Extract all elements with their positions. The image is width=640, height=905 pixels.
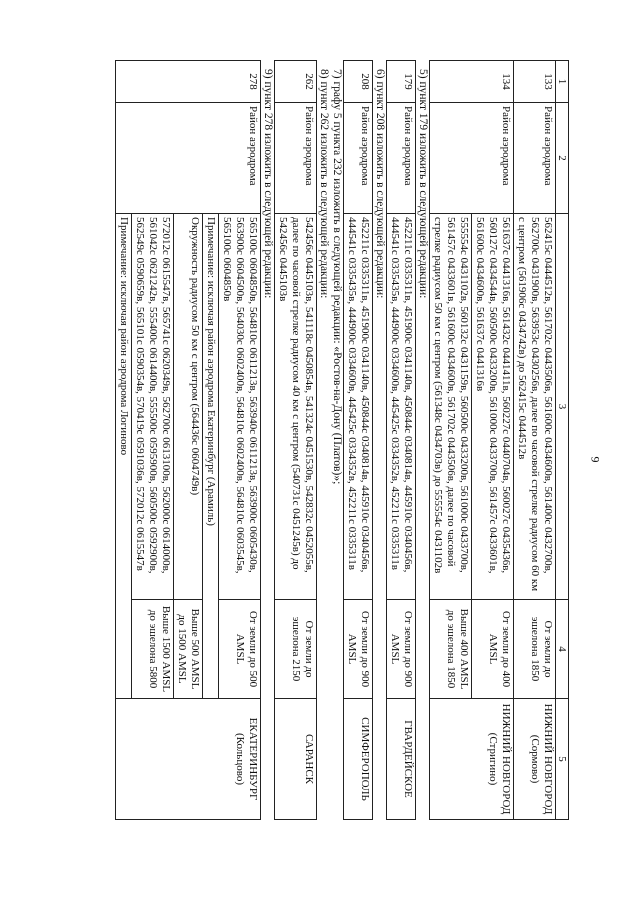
zone-altitude: Выше 500 AMSL до 1500 AMSL: [174, 600, 203, 699]
instruction-179: 5) пункт 179 изложить в следующей редакции:: [417, 69, 429, 299]
instruction-208: 6) пункт 208 изложить в следующей редакции:: [374, 69, 386, 299]
table-row-134-part-1: [472, 61, 514, 820]
table-header-row: [556, 61, 569, 820]
aerodrome-name: (Стригино): [487, 732, 499, 786]
row-number: 278: [116, 61, 261, 103]
airspace-table-179: [386, 60, 416, 820]
aerodrome-city: НИЖНИЙ НОВГОРОД: [542, 703, 554, 815]
zone-coordinates: 452211с 0335311в, 451900с 0341140в, 450844с 0340814в, 445910с 0340456в, 444541с 0335435в, 444900с 0334600в, 445425с 0334352в, 452211с 0335311в: [344, 214, 373, 600]
aerodrome-cell: [116, 699, 261, 820]
zone-name: Район аэродрома: [275, 103, 317, 214]
zone-coordinates: Окружность радиусом 50 км с центром (564436с 0604749в): [174, 214, 203, 600]
header-col-5: 5: [556, 699, 569, 820]
airspace-table-278: [115, 60, 261, 820]
zone-note: Примечание: исключая район аэродрома Логиново: [116, 214, 132, 699]
zone-name: Район аэродрома: [116, 103, 261, 214]
rotated-content: [39, 60, 569, 820]
zone-altitude: От земли до 500 AMSL: [219, 600, 261, 699]
table-row-208: [344, 61, 373, 820]
aerodrome-city: САРАНСК: [275, 699, 317, 820]
instruction-278: 9) пункт 278 изложить в следующей редакции:: [262, 69, 274, 299]
table-row-179: [387, 61, 416, 820]
row-number: 133: [514, 61, 556, 103]
aerodrome-city: ГВАРДЕЙСКОЕ: [387, 699, 416, 820]
header-col-1: 1: [556, 61, 569, 103]
zone-altitude: От земли до эшелона 2150: [275, 600, 317, 699]
zone-name: Район аэродрома: [387, 103, 416, 214]
airspace-table-208: [343, 60, 373, 820]
zone-altitude: От земли до 900 AMSL: [344, 600, 373, 699]
header-col-2: 2: [556, 103, 569, 214]
row-number: 262: [275, 61, 317, 103]
zone-altitude: От земли до 400 AMSL: [472, 600, 514, 699]
zone-name: Район аэродрома: [430, 103, 514, 214]
zone-coordinates: 565100с 0604850в, 564810с 0611213в, 563940с 0611213в, 563900с 0605430в, 563900с 0604500в, 564030с 0602400в, 564810с 0602400в, 564810с 0603545в, 565100с 0604850в: [219, 214, 261, 600]
zone-altitude: От земли до 900 AMSL: [387, 600, 416, 699]
aerodrome-city: ЕКАТЕРИНБУРГ: [247, 717, 259, 801]
aerodrome-cell: [430, 699, 514, 820]
zone-note: Примечание: исключая район аэродрома Екатеринбург (Арамиль): [203, 214, 219, 699]
zone-coordinates: 555554с 0431102в, 560132с 0431159в, 560500с 0433200в, 561000с 0433700в, 561457с 0433601в, 561600с 0434600в, 561702с 0443506в, далее по часовой стрелке радиусом 50 км с центром (561348с 0434703в) до 555554с 0431102в: [430, 214, 472, 600]
aerodrome-cell: [514, 699, 556, 820]
airspace-table-main: [429, 60, 569, 820]
zone-altitude: Выше 1500 AMSL до эшелона 5800: [132, 600, 174, 699]
table-row-133: [514, 61, 556, 820]
document-body: [115, 60, 569, 820]
aerodrome-city: СИМФЕРОПОЛЬ: [344, 699, 373, 820]
zone-coordinates: 572012с 0615547в, 565741с 0620349в, 562700с 0613100в, 562000с 0614000в, 561042с 0621242в, 555400с 0614400в, 555500с 0595900в, 560500с 0592900в, 562549с 0590659в, 565101с 0590354в, 570419с 0591036в, 572012с 0615547в: [132, 214, 174, 600]
instruction-232: 7) графу 5 пункта 232 изложить в следующей редакции: «Ростов-на-Дону (Платов)»;: [331, 69, 343, 485]
zone-name: Район аэродрома: [344, 103, 373, 214]
header-col-4: 4: [556, 600, 569, 699]
aerodrome-name: (Кольцово): [234, 733, 246, 785]
zone-altitude: От земли до эшелона 1850: [514, 600, 556, 699]
zone-altitude: Выше 400 AMSL до эшелона 1850: [430, 600, 472, 699]
row-number: 179: [387, 61, 416, 103]
header-col-3: 3: [556, 214, 569, 600]
table-row-262: [275, 61, 317, 820]
zone-name: Район аэродрома: [514, 103, 556, 214]
row-number: 208: [344, 61, 373, 103]
zone-coordinates: 561637с 0441316в, 561432с 0441411в, 560227с 0440704в, 560027с 0435436в, 560127с 0434544в, 560500с 0433200в, 561000с 0433700в, 561457с 0433601в, 561600с 0434600в, 561637с 0441316в: [472, 214, 514, 600]
instruction-262: 8) пункт 262 изложить в следующей редакции:: [318, 69, 330, 299]
table-row-278-part-1: [219, 61, 261, 820]
page-number: 9: [588, 456, 603, 463]
zone-coordinates: 452211с 0335311в, 451900с 0341140в, 450844с 0340814в, 445910с 0340456в, 444541с 0335435в, 444900с 0334600в, 445425с 0334352в, 452211с 0335311в: [387, 214, 416, 600]
aerodrome-city: НИЖНИЙ НОВГОРОД: [500, 703, 512, 815]
zone-coordinates: 542456с 0445103в, 541118с 0450854в, 541324с 0451530в, 542832с 0452055в, далее по часовой стрелке радиусом 40 км с центром (540731с 0451245в) до 542456с 0445103в: [275, 214, 317, 600]
row-number: 134: [430, 61, 514, 103]
zone-coordinates: 562415с 0444512в, 561702с 0443506в, 561600с 0434600в, 561400с 0432700в, 562700с 0431900в, 563953с 0430256в, далее по часовой стрелке радиусом 60 км с центром (561906с 0434742в) до 562415с 0444512в: [514, 214, 556, 600]
aerodrome-name: (Сормово): [529, 734, 541, 784]
airspace-table-262: [274, 60, 317, 820]
